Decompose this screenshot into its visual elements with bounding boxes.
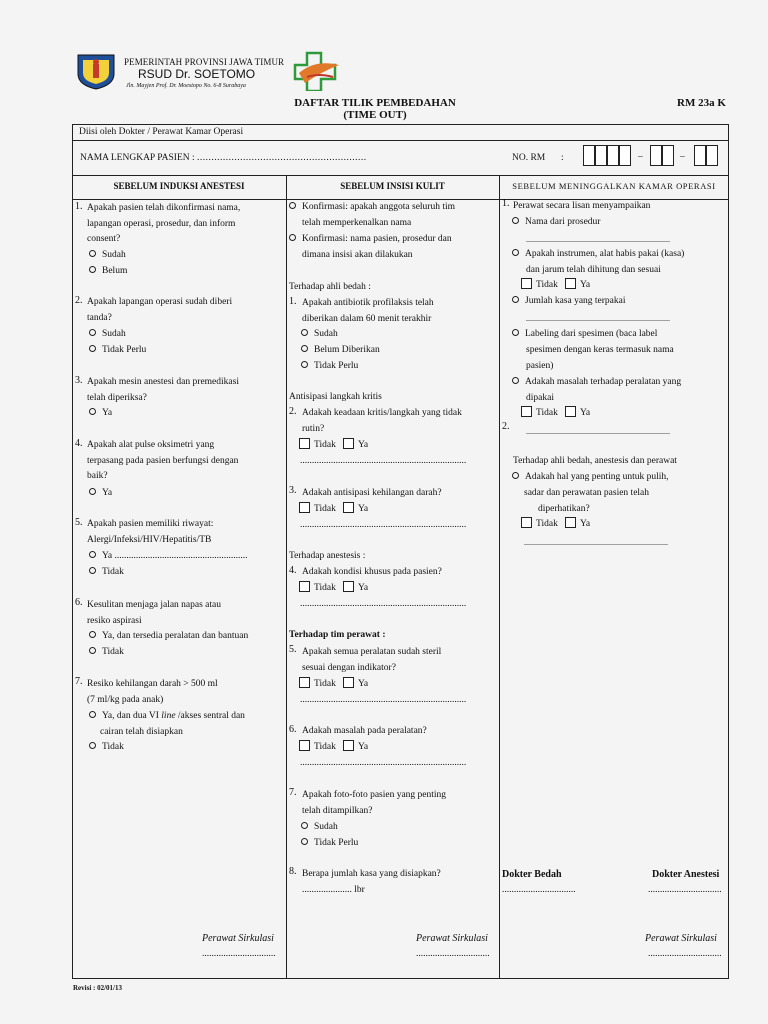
form-code: RM 23a K xyxy=(677,97,726,109)
checkbox-row[interactable]: Tidak Ya xyxy=(521,278,590,294)
option[interactable]: Adakah masalah terhadap peralatan yang xyxy=(512,375,681,391)
option[interactable]: Adakah hal yang penting untuk pulih, xyxy=(512,470,669,486)
rm-digit-box[interactable] xyxy=(662,145,674,166)
signature-line[interactable]: ............................... xyxy=(202,949,276,959)
divider xyxy=(72,175,729,176)
patient-name-label: NAMA LENGKAP PASIEN : ........................................................... xyxy=(80,153,367,163)
q7-text: Resiko kehilangan darah > 500 ml (7 ml/kg pada anak) xyxy=(87,679,218,705)
revision-note: Revisi : 02/01/13 xyxy=(73,984,122,992)
checkbox-row[interactable]: Tidak Ya xyxy=(299,677,368,693)
option[interactable]: Ya xyxy=(89,406,112,422)
q5-text: Apakah pasien memiliki riwayat: Alergi/Infeksi/HIV/Hepatitis/TB xyxy=(87,519,214,545)
q7-text: Apakah foto-foto pasien yang penting telah ditampilkan? xyxy=(302,790,447,816)
q8-answer[interactable]: ..................... lbr xyxy=(302,885,365,895)
option[interactable]: Ya, dan dua VI line /akses sentral dan xyxy=(89,709,245,725)
rm-digit-box[interactable] xyxy=(607,145,619,166)
option[interactable]: Ya ........................................................ xyxy=(89,549,248,565)
option[interactable]: Ya, dan tersedia peralatan dan bantuan xyxy=(89,629,248,645)
option[interactable]: Sudah xyxy=(301,820,338,836)
header-address: Jln. Mayjen Prof. Dr. Moestopo No. 6-8 Surabaya xyxy=(126,83,246,89)
answer-line[interactable]: ........................................................................ xyxy=(524,538,668,547)
answer-line[interactable]: ........................................................................ xyxy=(526,427,670,436)
q8-text: Berapa jumlah kasa yang disiapkan? xyxy=(302,869,441,879)
answer-line[interactable]: ........................................................................ xyxy=(526,314,670,323)
q1-text: Apakah pasien telah dikonfirmasi nama, lapangan operasi, prosedur, dan inform consent? xyxy=(87,203,241,244)
rm-dash: – xyxy=(680,152,685,162)
item-number: 4. xyxy=(75,438,83,449)
col3-heading: Terhadap ahli bedah, anestesis dan perawat xyxy=(513,456,677,466)
confirm-item[interactable]: Konfirmasi: apakah anggota seluruh tim xyxy=(289,200,455,216)
checkbox-row[interactable]: Tidak Ya xyxy=(521,406,590,422)
item-number: 1. xyxy=(502,198,510,209)
option[interactable]: Tidak xyxy=(89,740,124,756)
signature-label: Perawat Sirkulasi xyxy=(202,933,274,944)
answer-line[interactable]: ...................................................................... xyxy=(300,456,467,466)
rm-digit-box[interactable] xyxy=(583,145,595,166)
rm-digit-box[interactable] xyxy=(619,145,631,166)
rm-digit-box[interactable] xyxy=(706,145,718,166)
answer-line[interactable]: ...................................................................... xyxy=(300,758,467,768)
q4-text: Adakah kondisi khusus pada pasien? xyxy=(302,567,442,577)
q4-text: Apakah alat pulse oksimetri yang terpasang pada pasien berfungsi dengan baik? xyxy=(87,440,239,481)
signature-label: Perawat Sirkulasi xyxy=(645,933,717,944)
col3-heading: Perawat secara lisan menyampaikan xyxy=(513,201,651,211)
hospital-logo-icon xyxy=(293,51,343,91)
signature-line[interactable]: ............................... xyxy=(416,949,490,959)
rm-dash: – xyxy=(638,152,643,162)
q3-text: Apakah mesin anestesi dan premedikasi telah diperiksa? xyxy=(87,377,239,403)
divider xyxy=(499,175,500,979)
signature-line[interactable]: ............................... xyxy=(648,949,722,959)
option[interactable]: Labeling dari spesimen (baca label xyxy=(512,327,657,343)
option[interactable]: Tidak xyxy=(89,565,124,581)
option[interactable]: Belum Diberikan xyxy=(301,343,380,359)
item-number: 3. xyxy=(75,375,83,386)
header-province: PEMERINTAH PROVINSI JAWA TIMUR xyxy=(124,57,285,67)
option[interactable]: Sudah xyxy=(301,327,338,343)
option[interactable]: Nama dari prosedur xyxy=(512,215,600,231)
doc-title: DAFTAR TILIK PEMBEDAHAN xyxy=(294,97,456,109)
option[interactable]: Tidak xyxy=(89,645,124,661)
item-number: 7. xyxy=(289,787,297,798)
checkbox-row[interactable]: Tidak Ya xyxy=(299,740,368,756)
option[interactable]: Apakah instrumen, alat habis pakai (kasa) xyxy=(512,247,684,263)
divider xyxy=(286,175,287,979)
rm-digit-box[interactable] xyxy=(595,145,607,166)
option[interactable]: Belum xyxy=(89,264,127,280)
confirm-item[interactable]: Konfirmasi: nama pasien, prosedur dan xyxy=(289,232,452,248)
option-continued: dipakai xyxy=(526,393,554,403)
rm-digit-box[interactable] xyxy=(694,145,706,166)
answer-line[interactable]: ........................................................................ xyxy=(526,235,670,244)
option[interactable]: Sudah xyxy=(89,248,126,264)
item-number: 5. xyxy=(289,644,297,655)
option[interactable]: Ya xyxy=(89,486,112,502)
item-number: 5. xyxy=(75,517,83,528)
section-label: Terhadap ahli bedah : xyxy=(289,282,371,292)
header-hospital-name: RSUD Dr. SOETOMO xyxy=(138,67,256,81)
q6-text: Kesulitan menjaga jalan napas atau resiko aspirasi xyxy=(87,600,222,626)
section-label: Terhadap anestesis : xyxy=(289,551,366,561)
option[interactable]: Jumlah kasa yang terpakai xyxy=(512,294,626,310)
column-header-meninggalkan: SEBELUM MENINGGALKAN KAMAR OPERASI xyxy=(512,181,716,191)
option-continued: sadar dan perawatan pasien telah xyxy=(524,488,650,498)
confirm-item-cont: telah memperkenalkan nama xyxy=(302,218,412,228)
q3-text: Adakah antisipasi kehilangan darah? xyxy=(302,488,442,498)
option-continued: spesimen dengan keras termasuk nama xyxy=(526,345,674,355)
column-header-induksi: SEBELUM INDUKSI ANESTESI xyxy=(113,181,245,191)
item-number: 2. xyxy=(289,406,297,417)
patient-name-field[interactable]: ........................................................... xyxy=(197,153,367,163)
option-continued: cairan telah disiapkan xyxy=(100,727,183,737)
option-continued: dan jarum telah dihitung dan sesuai xyxy=(526,265,661,275)
no-rm-label: NO. RM xyxy=(512,153,546,163)
option[interactable]: Tidak Perlu xyxy=(301,359,358,375)
item-number: 6. xyxy=(75,597,83,608)
item-number: 7. xyxy=(75,676,83,687)
q1-text: Apakah antibiotik profilaksis telah diberikan dalam 60 menit terakhir xyxy=(302,298,434,324)
province-coat-of-arms-icon xyxy=(74,52,118,90)
checkbox-row[interactable]: Tidak Ya xyxy=(299,438,368,454)
item-number: 3. xyxy=(289,485,297,496)
answer-line[interactable]: ...................................................................... xyxy=(300,695,467,705)
rm-digit-box[interactable] xyxy=(650,145,662,166)
item-number: 4. xyxy=(289,565,297,576)
item-number: 8. xyxy=(289,866,297,877)
checkbox-row[interactable]: Tidak Ya xyxy=(299,581,368,597)
no-rm-colon: : xyxy=(561,153,564,163)
q2-text: Adakah keadaan kritis/langkah yang tidak rutin? xyxy=(302,408,462,434)
signature-line[interactable]: ............................... xyxy=(648,885,722,895)
answer-line[interactable]: ...................................................................... xyxy=(300,599,467,609)
filled-by-note: Diisi oleh Dokter / Perawat Kamar Operasi xyxy=(79,127,244,137)
column-header-insisi: SEBELUM INSISI KULIT xyxy=(340,181,445,191)
confirm-item-cont: dimana insisi akan dilakukan xyxy=(302,250,413,260)
section-label: Terhadap tim perawat : xyxy=(289,630,386,640)
option-continued: diperhatikan? xyxy=(538,504,590,514)
q5-text: Apakah semua peralatan sudah steril sesuai dengan indikator? xyxy=(302,647,442,673)
item-number: 6. xyxy=(289,724,297,735)
option[interactable]: Sudah xyxy=(89,327,126,343)
item-number: 2. xyxy=(75,295,83,306)
option[interactable]: Tidak Perlu xyxy=(301,836,358,852)
signature-label: Dokter Anestesi xyxy=(652,869,720,880)
answer-line[interactable]: ...................................................................... xyxy=(300,520,467,530)
option-continued: pasien) xyxy=(526,361,554,371)
section-label: Antisipasi langkah kritis xyxy=(289,392,382,402)
item-number: 1. xyxy=(75,201,83,212)
checkbox-row[interactable]: Tidak Ya xyxy=(299,502,368,518)
checkbox-row[interactable]: Tidak Ya xyxy=(521,517,590,533)
doc-subtitle: (TIME OUT) xyxy=(343,109,407,121)
signature-label: Perawat Sirkulasi xyxy=(416,933,488,944)
signature-line[interactable]: ............................... xyxy=(502,885,576,895)
option[interactable]: Tidak Perlu xyxy=(89,343,146,359)
q6-text: Adakah masalah pada peralatan? xyxy=(302,726,427,736)
item-number: 1. xyxy=(289,296,297,307)
signature-label: Dokter Bedah xyxy=(502,869,562,880)
item-number: 2. xyxy=(502,421,510,432)
q2-text: Apakah lapangan operasi sudah diberi tanda? xyxy=(87,297,233,323)
